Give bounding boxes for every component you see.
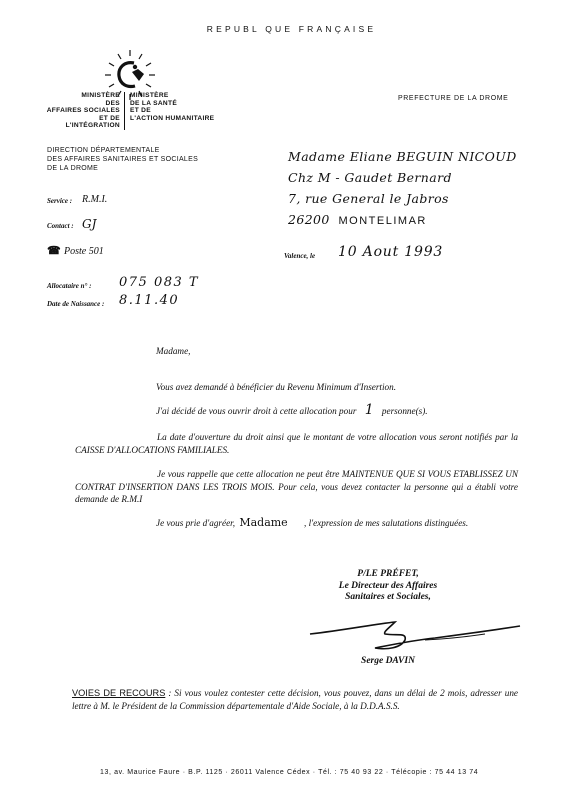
- paragraph-3: La date d'ouverture du droit ainsi que le montant de votre allocation vous seront notifiés par la CAISSE D'ALLOCATIONS FAMILIALES.: [75, 432, 518, 455]
- closing-name: Madame: [239, 516, 288, 529]
- footer-contact: 13, av. Maurice Faure · B.P. 1125 · 26011 Valence Cédex · Tél. : 75 40 93 22 · Télécopie : 75 44 13 74: [100, 769, 479, 776]
- contact-value: GJ: [82, 217, 97, 231]
- ministry-social-affairs: [22, 92, 120, 130]
- signatory-name: Serge DAVIN: [361, 656, 415, 666]
- direction-line: DE LA DROME: [47, 164, 99, 172]
- paragraph-4: Je vous rappelle que cette allocation ne peut être MAINTENUE QUE SI VOUS ETABLISSEZ UN CONTRAT D'INSERTION DANS LES TROIS MOIS. Pour cela, vous devez contacter la personne qui a établi votre demande de R.M.I: [75, 469, 518, 504]
- appeal-title: VOIES DE RECOURS: [72, 688, 166, 698]
- address-line: [288, 209, 517, 232]
- service-label: Service :: [47, 197, 73, 205]
- ministry-divider: [124, 92, 125, 130]
- paragraph-2: [156, 402, 516, 418]
- ministry-left-line: L'INTÉGRATION: [65, 122, 120, 130]
- signature-role: Le Directeur des Affaires: [338, 580, 438, 591]
- paragraph-1: Vous avez demandé à bénéficier du Revenu Minimum d'Insertion.: [156, 382, 397, 392]
- direction-line: DES AFFAIRES SANITAIRES ET SOCIALES: [47, 155, 199, 163]
- ministry-right-line: DE LA SANTÉ: [130, 99, 178, 107]
- signature-title: P/LE PRÉFET,: [357, 569, 419, 579]
- ministry-right-line: ET DE: [130, 107, 151, 115]
- prefecture-label: PREFECTURE DE LA DROME: [398, 95, 509, 102]
- letter-date: 10 Aout 1993: [338, 244, 444, 260]
- closing-formula: , l'expression de mes salutations distinguées.: [304, 518, 469, 528]
- republic-header: REPUBL QUE FRANÇAISE: [206, 24, 377, 34]
- allocataire-label: Allocataire n° :: [47, 282, 92, 290]
- signature-block: [328, 569, 448, 604]
- allocataire-number: 075 083 T: [119, 275, 200, 290]
- appeal-notice: [72, 687, 518, 712]
- poste-extension: Poste 501: [64, 246, 104, 257]
- phone-icon: ☎: [47, 245, 61, 257]
- birthdate-label: Date de Naissance :: [47, 300, 105, 308]
- person-count: 1: [364, 402, 374, 418]
- address-city: MONTELIMAR: [338, 215, 427, 227]
- address-line: Madame Eliane BEGUIN NICOUD: [288, 149, 517, 164]
- signature-role-2: Sanitaires et Sociales,: [345, 592, 431, 602]
- contact-label: Contact :: [47, 222, 74, 230]
- appeal-text: : Si vous voulez contester cette décision, vous pouvez, dans un délai de 2 mois, adresser une lettre à M. le Président de la Commission départementale d'Aide Sociale, à la D.D.A.S.S.: [72, 688, 518, 711]
- ministry-left-line: DES: [105, 99, 120, 107]
- recipient-address: [288, 146, 517, 232]
- address-postcode: 26200: [288, 212, 330, 227]
- direction-line: DIRECTION DÉPARTEMENTALE: [47, 147, 160, 154]
- paragraph-2-suffix: personne(s).: [381, 406, 428, 416]
- paragraph-2-text: J'ai décidé de vous ouvrir droit à cette allocation pour: [156, 406, 357, 416]
- date-place: Valence, le: [284, 252, 316, 260]
- paragraph-5: [156, 517, 556, 530]
- ministry-left-line: AFFAIRES SOCIALES: [46, 107, 120, 115]
- ministry-left-line: MINISTÈRE: [81, 92, 120, 99]
- ministry-left-line: ET DE: [99, 114, 120, 122]
- birthdate-value: 8.11.40: [119, 293, 180, 308]
- direction-block: [47, 147, 198, 173]
- salutation: Madame,: [156, 346, 191, 356]
- closing-text: Je vous prie d'agréer,: [156, 518, 236, 528]
- ministry-right-line: L'ACTION HUMANITAIRE: [130, 114, 215, 122]
- address-line: Chz M - Gaudet Bernard: [288, 170, 452, 185]
- handwritten-signature: [305, 610, 525, 660]
- ministry-right-line: MINISTÈRE: [130, 92, 169, 99]
- service-value: R.M.I.: [82, 194, 108, 205]
- address-line: 7, rue General le Jabros: [288, 191, 449, 206]
- ministry-health: [130, 92, 270, 122]
